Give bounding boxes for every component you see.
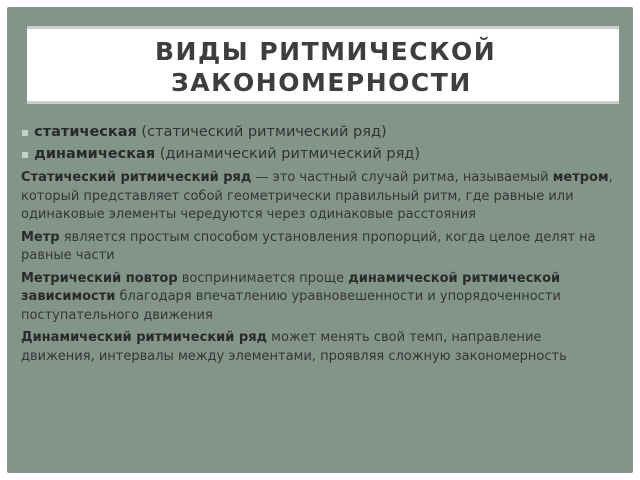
bullet-icon: ▪ — [21, 147, 30, 161]
term: Метр — [21, 229, 60, 245]
bullet-text: (динамический ритмический ряд) — [155, 146, 420, 162]
text: воспринимается проще — [177, 270, 349, 286]
term: Метрический повтор — [21, 270, 178, 286]
term: динамической ритмической зависимости — [21, 270, 561, 304]
bullet-text: (статический ритмический ряд) — [136, 124, 387, 140]
term: Динамический ритмический ряд — [21, 330, 268, 345]
paragraph-meter — [21, 229, 616, 266]
bullet-term: статическая — [34, 124, 137, 140]
slide-title — [27, 36, 619, 98]
slide-title-line-2: ЗАКОНОМЕРНОСТИ — [171, 68, 472, 97]
slide-title-line-1: ВИДЫ РИТМИЧЕСКОЙ — [155, 37, 497, 66]
title-box — [27, 26, 619, 104]
term: Статический ритмический ряд — [21, 170, 252, 185]
paragraph-dynamic-row — [21, 329, 616, 366]
slide-content — [21, 121, 616, 366]
paragraph-metric-repeat — [21, 270, 616, 326]
bullet-item-static — [21, 121, 616, 143]
bullet-icon: ▪ — [21, 125, 30, 139]
bullet-item-dynamic — [21, 143, 616, 165]
term: метром — [552, 170, 609, 185]
paragraph-static-row — [21, 169, 616, 225]
text: может менять свой темп, направление движения, интервалы между элементами, проявляя сложную закономерность — [21, 330, 567, 364]
bullet-term: динамическая — [34, 146, 156, 162]
text: благодаря впечатлению уравновешенности и упорядоченности поступательного движения — [21, 289, 561, 323]
text: — это частный случай ритма, называемый — [251, 170, 553, 185]
text: является простым способом установления пропорций, когда целое делят на равные части — [21, 229, 596, 263]
text: , который представляет собой геометрически правильный ритм, где равные или одинаковые элементы чередуются через одинаковые расстояния — [21, 170, 613, 222]
